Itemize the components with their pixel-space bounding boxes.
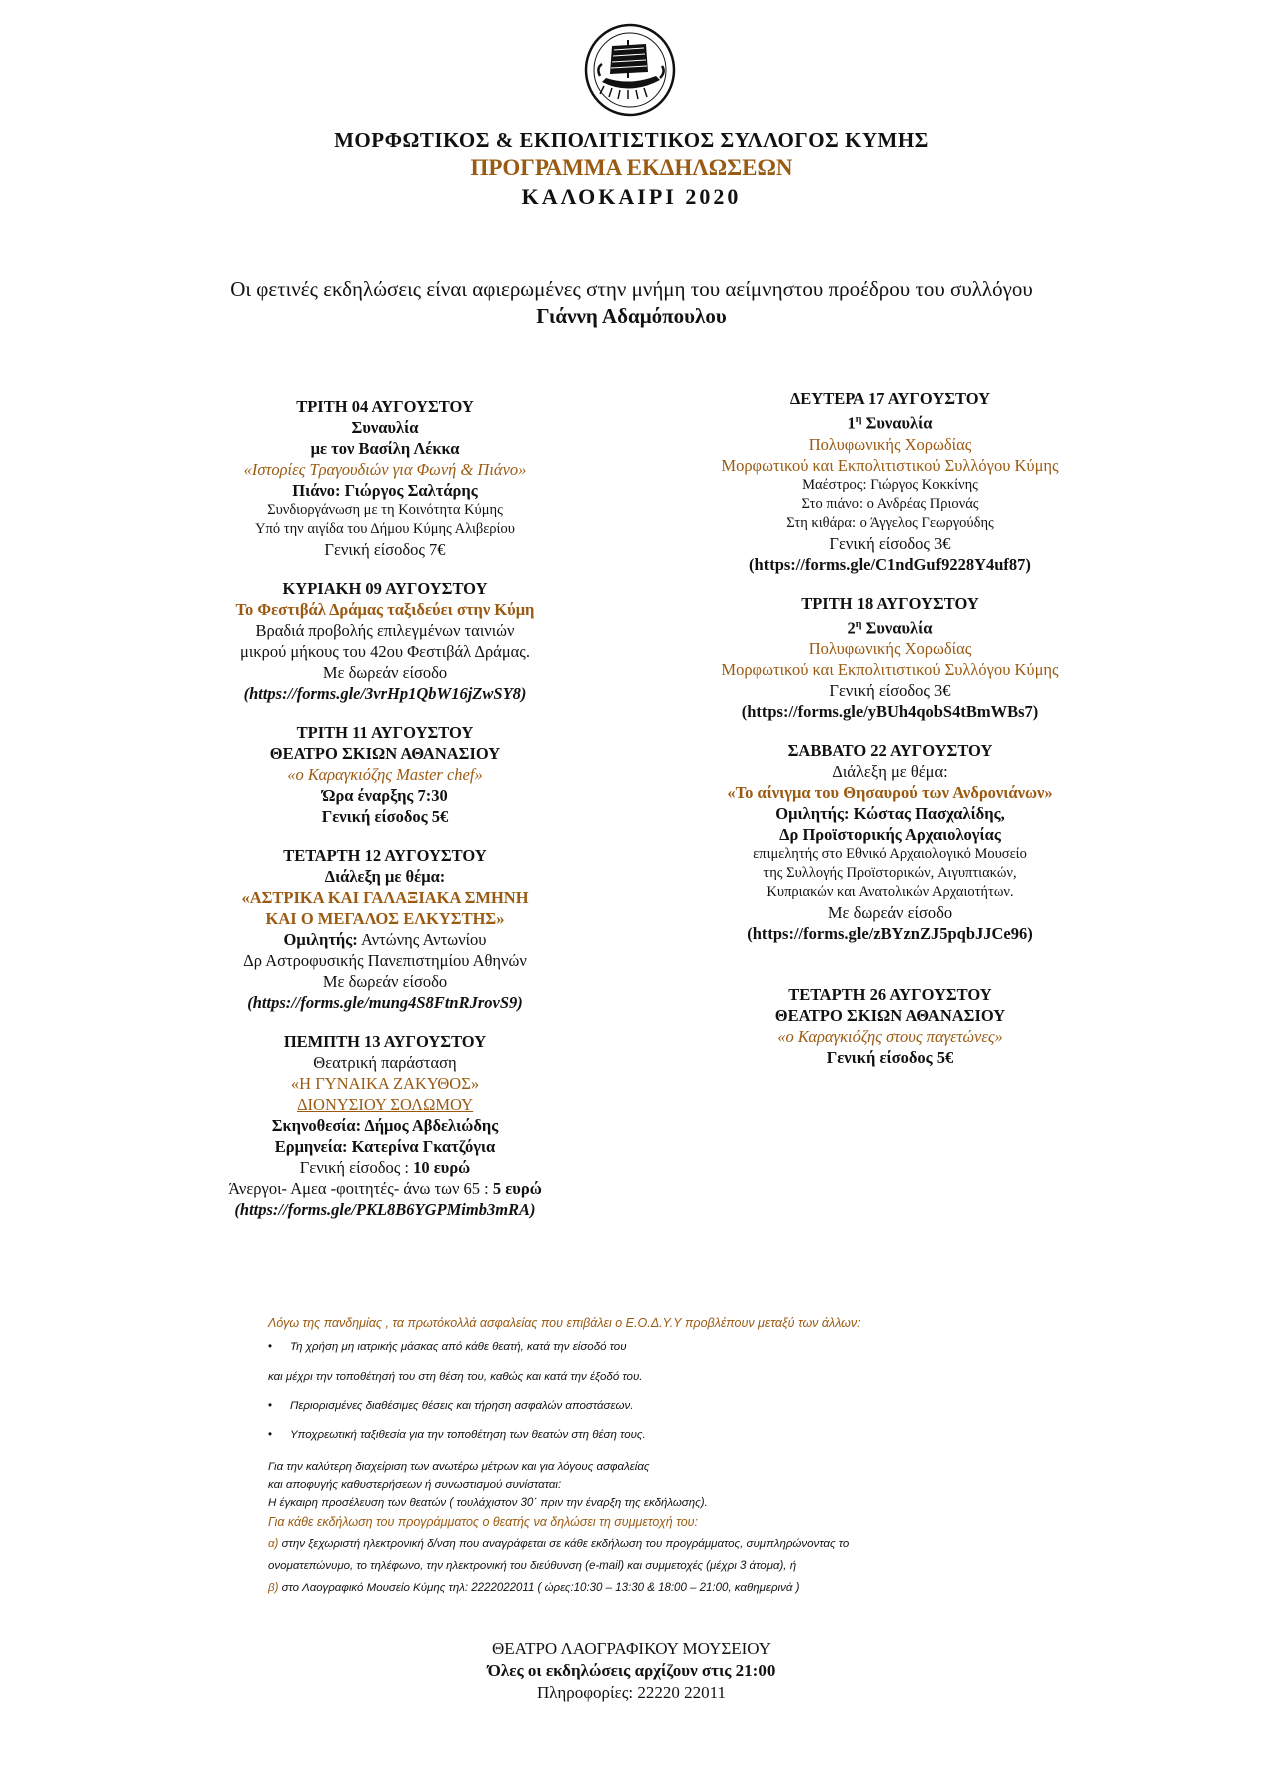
event-coorganizer: Συνδιοργάνωση με τη Κοινότητα Κύμης bbox=[267, 502, 503, 518]
event-aug-26 bbox=[660, 984, 1120, 1068]
event-entry: Γενική είσοδος 3€ bbox=[829, 533, 951, 553]
notice-option-a bbox=[268, 1538, 849, 1550]
event-type: Διάλεξη με θέμα: bbox=[832, 762, 948, 781]
event-aug-11 bbox=[170, 722, 600, 827]
reduced-price: 5 ευρώ bbox=[492, 1179, 542, 1198]
association-logo-seal bbox=[576, 20, 684, 120]
notice-paragraph: Για την καλύτερη διαχείριση των ανωτέρω μέτρων και για λόγους ασφαλείας bbox=[268, 1461, 650, 1473]
event-speaker-role: Δρ Αστροφυσικής Πανεπιστημίου Αθηνών bbox=[243, 951, 527, 970]
event-title: «ο Καραγκιόζης στους παγετώνες» bbox=[777, 1027, 1003, 1046]
event-date: ΤΕΤΑΡΤΗ 12 ΑΥΓΟΥΣΤΟΥ bbox=[283, 846, 487, 865]
notice-early-arrival: Η έγκαιρη προσέλευση των θεατών ( τουλάχιστον 30΄ πριν την έναρξη της εκδήλωσης). bbox=[268, 1497, 708, 1509]
event-speaker-position: της Συλλογής Προϊστορικών, Αιγυπτιακών, bbox=[763, 865, 1017, 881]
event-title: «ο Καραγκιόζης Master chef» bbox=[287, 765, 483, 784]
event-type: Διάλεξη με θέμα: bbox=[324, 867, 446, 886]
event-registration-link[interactable]: (https://forms.gle/PKL8B6YGPMimb3mRA) bbox=[234, 1200, 536, 1219]
event-aug-18 bbox=[660, 593, 1120, 723]
event-start-time: Ώρα έναρξης 7:30 bbox=[322, 786, 448, 805]
notice-option-b bbox=[268, 1582, 799, 1594]
event-registration-link[interactable]: (https://forms.gle/mung4S8FtnRJrovS9) bbox=[247, 993, 523, 1012]
option-a-text: στην ξεχωριστή ηλεκτρονική δ/νση που αναγράφεται σε κάθε εκδήλωση του προγράμματος, συμπληρώνοντας το bbox=[278, 1538, 850, 1550]
event-maestro: Μαέστρος: Γιώργος Κοκκίνης bbox=[802, 476, 978, 493]
event-registration-link[interactable]: (https://forms.gle/yBUh4qobS4tBmWBs7) bbox=[741, 702, 1039, 721]
notice-bullet-mask-cont: και μέχρι την τοποθέτησή του στη θέση του, καθώς και κατά την έξοδό του. bbox=[268, 1371, 643, 1383]
event-title: Μορφωτικού και Εκπολιτιστικού Συλλόγου Κύμης bbox=[721, 455, 1059, 475]
event-title: «Ιστορίες Τραγουδιών για Φωνή & Πιάνο» bbox=[243, 460, 527, 479]
event-description: Βραδιά προβολής επιλεγμένων ταινιών bbox=[255, 621, 515, 640]
footer-venue: ΘΕΑΤΡΟ ΛΑΟΓΡΑΦΙΚΟΥ ΜΟΥΣΕΙΟΥ bbox=[492, 1639, 771, 1658]
event-aug-09 bbox=[170, 578, 600, 704]
event-type bbox=[660, 614, 1120, 639]
event-venue: ΘΕΑΤΡΟ ΣΚΙΩΝ ΑΘΑΝΑΣΙΟΥ bbox=[269, 744, 501, 763]
event-guitarist: Στη κιθάρα: ο Άγγελος Γεωργούδης bbox=[786, 514, 994, 531]
event-title: Μορφωτικού και Εκπολιτιστικού Συλλόγου Κύμης bbox=[721, 660, 1059, 679]
entry-price: 10 ευρώ bbox=[413, 1158, 471, 1177]
event-date: ΤΡΙΤΗ 04 ΑΥΓΟΥΣΤΟΥ bbox=[296, 397, 474, 416]
notice-bullet-mask: • Τη χρήση μη ιατρικής μάσκας από κάθε θεατή, κατά την είσοδό του bbox=[268, 1341, 627, 1353]
notice-paragraph: και αποφυγής καθυστερήσεων ή συνωστισμού συνίσταται: bbox=[268, 1479, 562, 1491]
notice-bullet-seats: • Περιορισμένες διαθέσιμες θέσεις και τήρηση ασφαλών αποστάσεων. bbox=[268, 1400, 633, 1412]
event-date: ΠΕΜΠΤΗ 13 ΑΥΓΟΥΣΤΟΥ bbox=[283, 1032, 487, 1051]
events-left-column bbox=[170, 396, 600, 1238]
speaker-name: Αντώνης Αντωνίου bbox=[357, 930, 487, 949]
event-entry: Με δωρεάν είσοδο bbox=[322, 972, 448, 991]
event-registration-link[interactable]: (https://forms.gle/3vrHp1QbW16jZwSY8) bbox=[243, 684, 527, 703]
event-aug-13 bbox=[170, 1031, 600, 1220]
events-right-column bbox=[660, 388, 1120, 1086]
ordinal-suffix: η bbox=[855, 618, 862, 630]
program-title: ΠΡΟΓΡΑΜΜΑ ΕΚΔΗΛΩΣΕΩΝ bbox=[470, 155, 793, 180]
event-registration-link[interactable]: (https://forms.gle/C1ndGuf9228Y4uf87) bbox=[749, 554, 1031, 574]
event-description: μικρού μήκους του 42ου Φεστιβάλ Δράμας. bbox=[240, 642, 530, 661]
event-aug-04 bbox=[170, 396, 600, 560]
event-title: Πολυφωνικής Χορωδίας bbox=[808, 434, 972, 454]
event-author: ΔΙΟΝΥΣΙΟΥ ΣΟΛΩΜΟΥ bbox=[296, 1095, 474, 1114]
event-title: Πολυφωνικής Χορωδίας bbox=[808, 639, 972, 658]
footer-start-time: Όλες οι εκδηλώσεις αρχίζουν στις 21:00 bbox=[487, 1661, 776, 1680]
concert-label: Συναυλία bbox=[861, 413, 933, 433]
concert-label: Συναυλία bbox=[861, 618, 933, 637]
speaker-label: Ομιλητής: bbox=[283, 930, 358, 949]
event-aug-22 bbox=[660, 740, 1120, 944]
event-date: ΤΡΙΤΗ 18 ΑΥΓΟΥΣΤΟΥ bbox=[801, 593, 979, 613]
event-entry: Γενική είσοδος 3€ bbox=[829, 681, 951, 700]
event-performer: Ερμηνεία: Κατερίνα Γκατζόγια bbox=[274, 1137, 496, 1156]
organization-name: ΜΟΡΦΩΤΙΚΟΣ & ΕΚΠΟΛΙΤΙΣΤΙΚΟΣ ΣΥΛΛΟΓΟΣ ΚΥΜΗΣ bbox=[334, 128, 929, 152]
event-entry: Γενική είσοδος 5€ bbox=[826, 1048, 954, 1067]
option-b-label: β) bbox=[268, 1582, 279, 1594]
ordinal-suffix: η bbox=[855, 414, 862, 425]
option-a-label: α) bbox=[268, 1538, 279, 1550]
concert-number: 2 bbox=[847, 618, 856, 637]
event-title: ΚΑΙ Ο ΜΕΓΑΛΟΣ ΕΛΚΥΣΤΗΣ» bbox=[265, 909, 505, 928]
event-entry: Με δωρεάν είσοδο bbox=[322, 663, 448, 682]
event-title: «ΑΣΤΡΙΚΑ ΚΑΙ ΓΑΛΑΞΙΑΚΑ ΣΜΗΝΗ bbox=[241, 888, 529, 907]
event-entry: Γενική είσοδος 5€ bbox=[321, 807, 449, 826]
event-entry: Με δωρεάν είσοδο bbox=[827, 903, 953, 922]
notice-bullet-ushering: • Υποχρεωτική ταξιθεσία για την τοποθέτηση των θεατών στη θέση τους. bbox=[268, 1429, 646, 1441]
event-performer: με τον Βασίλη Λέκκα bbox=[310, 439, 460, 458]
event-speaker bbox=[170, 929, 600, 950]
event-aug-12 bbox=[170, 845, 600, 1013]
event-title: «Η ΓΥΝΑΙΚΑ ΖΑΚΥΘΟΣ» bbox=[290, 1074, 480, 1093]
event-type: Θεατρική παράσταση bbox=[313, 1053, 457, 1072]
reduced-label: Άνεργοι- Αμεα -φοιτητές- άνω των 65 : bbox=[228, 1179, 493, 1198]
event-date: ΣΑΒΒΑΤΟ 22 ΑΥΓΟΥΣΤΟΥ bbox=[787, 741, 993, 760]
event-type: Συναυλία bbox=[351, 418, 419, 437]
event-title: «Το αίνιγμα του Θησαυρού των Ανδρονιάνων» bbox=[727, 783, 1053, 802]
dedication-text: Οι φετινές εκδηλώσεις είναι αφιερωμένες στην μνήμη του αείμνηστου προέδρου του συλλόγου bbox=[230, 277, 1033, 301]
entry-label: Γενική είσοδος : bbox=[299, 1158, 414, 1177]
event-type bbox=[660, 409, 1120, 434]
event-pianist: Στο πιάνο: ο Ανδρέας Πριονάς bbox=[801, 495, 979, 512]
event-aug-17 bbox=[660, 388, 1120, 575]
event-reduced-entry bbox=[170, 1178, 600, 1199]
event-entry bbox=[170, 1157, 600, 1178]
event-venue: ΘΕΑΤΡΟ ΣΚΙΩΝ ΑΘΑΝΑΣΙΟΥ bbox=[774, 1006, 1006, 1025]
dedication-name: Γιάννη Αδαμόπουλου bbox=[536, 304, 727, 328]
event-director: Σκηνοθεσία: Δήμος Αβδελιώδης bbox=[271, 1116, 499, 1135]
event-speaker-position: επιμελητής στο Εθνικό Αρχαιολογικό Μουσείο bbox=[753, 846, 1027, 862]
event-date: ΚΥΡΙΑΚΗ 09 ΑΥΓΟΥΣΤΟΥ bbox=[282, 579, 488, 598]
event-date: ΤΡΙΤΗ 11 ΑΥΓΟΥΣΤΟΥ bbox=[296, 723, 474, 742]
event-speaker-position: Κυπριακών και Ανατολικών Αρχαιοτήτων. bbox=[766, 884, 1014, 900]
event-date: ΤΕΤΑΡΤΗ 26 ΑΥΓΟΥΣΤΟΥ bbox=[788, 985, 992, 1004]
event-pianist: Πιάνο: Γιώργος Σαλτάρης bbox=[292, 481, 478, 500]
notice-intro: Λόγω της πανδημίας , τα πρωτόκολλά ασφαλείας που επιβάλει ο Ε.Ο.Δ.Υ.Υ προβλέπουν μεταξύ των άλλων: bbox=[268, 1316, 861, 1330]
event-registration-link[interactable]: (https://forms.gle/zBYznZJ5pqbJJCe96) bbox=[747, 924, 1033, 943]
notice-registration-heading: Για κάθε εκδήλωση του προγράμματος ο θεατής να δηλώσει τη συμμετοχή του: bbox=[268, 1515, 698, 1529]
option-b-text: στο Λαογραφικό Μουσείο Κύμης τηλ: 2222022011 ( ώρες:10:30 – 13:30 & 18:00 – 21:00, καθημερινά ) bbox=[278, 1582, 800, 1594]
footer-info-phone: Πληροφορίες: 22220 22011 bbox=[536, 1683, 727, 1702]
event-aegis: Υπό την αιγίδα του Δήμου Κύμης Αλιβερίου bbox=[255, 521, 515, 537]
event-speaker-role: Δρ Προϊστορικής Αρχαιολογίας bbox=[779, 825, 1001, 844]
event-title: Το Φεστιβάλ Δράμας ταξιδεύει στην Κύμη bbox=[235, 600, 535, 619]
notice-option-a-cont: ονοματεπώνυμο, το τηλέφωνο, την ηλεκτρονική του διεύθυνση (e-mail) και συμμετοχές (μέχρι 3 άτομα), ή bbox=[268, 1560, 797, 1572]
concert-number: 1 bbox=[847, 413, 856, 433]
event-speaker: Ομιλητής: Κώστας Πασχαλίδης, bbox=[775, 804, 1005, 823]
event-date: ΔΕΥΤΕΡΑ 17 ΑΥΓΟΥΣΤΟΥ bbox=[789, 389, 991, 408]
event-entry: Γενική είσοδος 7€ bbox=[324, 540, 446, 559]
season-title: ΚΑΛΟΚΑΙΡΙ 2020 bbox=[521, 184, 742, 209]
